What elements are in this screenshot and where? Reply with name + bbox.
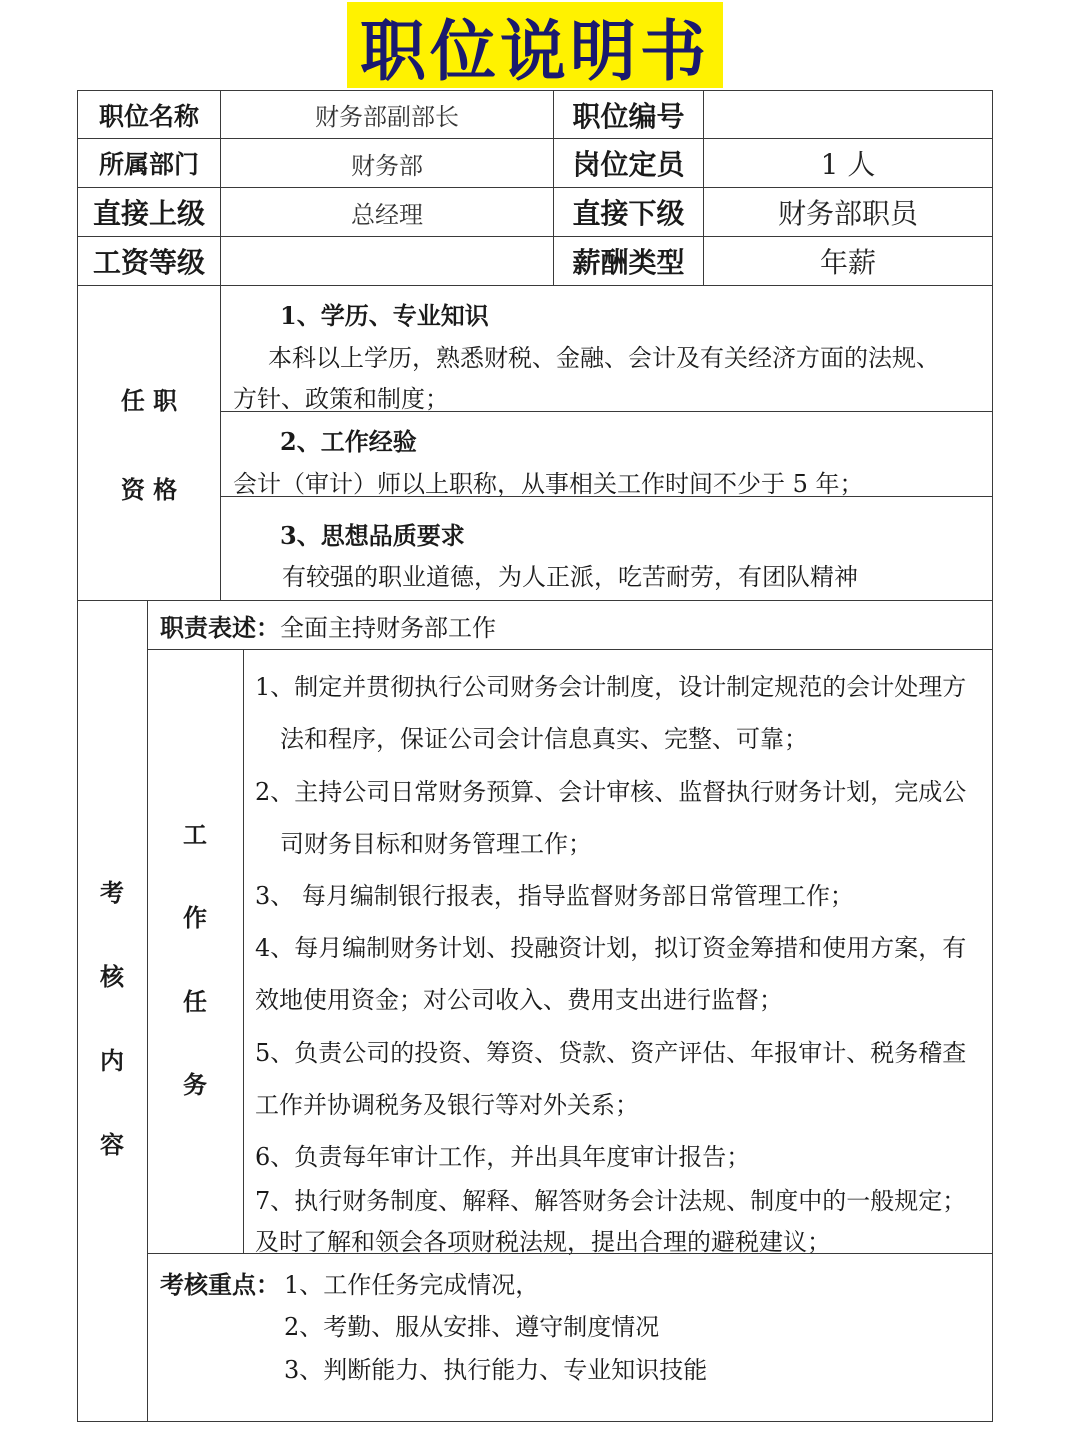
department-value: 财务部 <box>220 138 554 188</box>
subordinate-value: 财务部职员 <box>703 187 993 237</box>
task-line: 5、负责公司的投资、筹资、贷款、资产评估、年报审计、税务稽查 <box>255 1039 967 1067</box>
key-points-label: 考核重点： <box>160 1270 280 1299</box>
salary-grade-label: 工资等级 <box>77 236 221 286</box>
duty-text: 全面主持财务部工作 <box>280 613 496 642</box>
position-no-value <box>703 90 993 139</box>
duty-label: 职责表述： <box>160 612 280 642</box>
task-line: 工作并协调税务及银行等对外关系； <box>255 1091 639 1119</box>
qualifications-label-line1: 任 职 <box>120 386 178 415</box>
superior-value: 总经理 <box>220 187 554 237</box>
headcount-value: 1 人 <box>703 138 993 188</box>
tasks-label-char-1: 工 <box>183 820 207 849</box>
duty-row <box>147 600 993 650</box>
assessment-label-char-2: 核 <box>100 962 124 991</box>
tasks-label-char-3: 任 <box>183 987 207 1016</box>
qualification-education-text-1: 本科以上学历，熟悉财税、金融、会计及有关经济方面的法规、 <box>268 344 940 372</box>
department-label: 所属部门 <box>77 138 221 188</box>
task-line: 6、负责每年审计工作，并出具年度审计报告； <box>255 1143 751 1171</box>
qualifications-label <box>77 285 221 601</box>
task-line: 3、 每月编制银行报表，指导监督财务部日常管理工作； <box>255 882 854 910</box>
assessment-label-char-4: 容 <box>100 1130 124 1159</box>
pay-type-label: 薪酬类型 <box>553 236 704 286</box>
qualification-education-heading: 1、学历、专业知识 <box>280 301 489 330</box>
task-line: 1、制定并贯彻执行公司财务会计制度，设计制定规范的会计处理方 <box>255 673 967 701</box>
salary-grade-value <box>220 236 554 286</box>
superior-label: 直接上级 <box>77 187 221 237</box>
qualification-character-heading: 3、思想品质要求 <box>280 521 465 550</box>
key-point: 3、判断能力、执行能力、专业知识技能 <box>284 1356 708 1384</box>
task-line: 7、执行财务制度、解释、解答财务会计法规、制度中的一般规定； <box>255 1187 967 1215</box>
task-line: 及时了解和领会各项财税法规，提出合理的避税建议； <box>255 1228 831 1256</box>
tasks-label-char-4: 务 <box>183 1070 207 1099</box>
headcount-label: 岗位定员 <box>553 138 704 188</box>
page-title: 职位说明书 <box>347 2 723 88</box>
key-point: 2、考勤、服从安排、遵守制度情况 <box>284 1313 660 1341</box>
task-line: 4、每月编制财务计划、投融资计划，拟订资金筹措和使用方案，有 <box>255 934 967 962</box>
key-point: 1、工作任务完成情况， <box>284 1271 540 1299</box>
task-line: 2、主持公司日常财务预算、会计审核、监督执行财务计划，完成公 <box>255 778 967 806</box>
subordinate-label: 直接下级 <box>553 187 704 237</box>
assessment-label-char-1: 考 <box>100 878 124 907</box>
qualification-education-text-2: 方针、政策和制度； <box>233 385 449 413</box>
task-line: 司财务目标和财务管理工作； <box>280 830 592 858</box>
pay-type-value: 年薪 <box>703 236 993 286</box>
tasks-label-char-2: 作 <box>183 903 207 932</box>
qualification-character-text: 有较强的职业道德，为人正派，吃苦耐劳，有团队精神 <box>282 563 858 591</box>
assessment-label-cell <box>77 600 148 1422</box>
qualification-experience-heading: 2、工作经验 <box>280 427 417 456</box>
assessment-label-char-3: 内 <box>100 1046 124 1075</box>
position-name-label: 职位名称 <box>77 90 221 139</box>
task-line: 法和程序，保证公司会计信息真实、完整、可靠； <box>280 725 808 753</box>
position-no-label: 职位编号 <box>553 90 704 139</box>
task-line: 效地使用资金；对公司收入、费用支出进行监督； <box>255 986 783 1014</box>
qualifications-label-line2: 资 格 <box>120 475 178 504</box>
position-name-value: 财务部副部长 <box>220 90 554 139</box>
tasks-label-cell <box>147 649 244 1254</box>
qualification-experience-text: 会计（审计）师以上职称，从事相关工作时间不少于 5 年； <box>233 470 864 498</box>
